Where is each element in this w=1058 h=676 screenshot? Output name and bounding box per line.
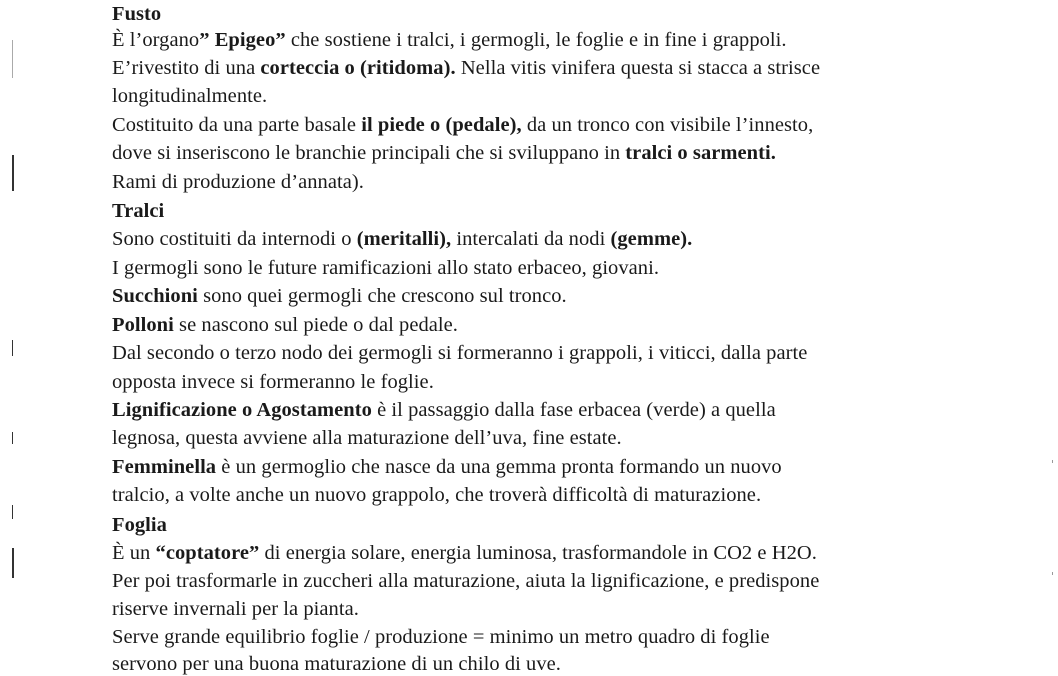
- bold-term: Femminella: [112, 456, 217, 478]
- text-run: se nascono sul piede o dal pedale.: [173, 314, 458, 336]
- text-run: intercalati da nodi: [451, 228, 611, 250]
- text-run: E’rivestito di una: [112, 57, 261, 79]
- text-run: Rami di produzione d’annata).: [112, 171, 364, 193]
- scan-artifact: [1052, 460, 1056, 462]
- text-run: longitudinalmente.: [112, 85, 268, 107]
- tralci-line-1: [112, 227, 692, 251]
- foglia-line-2: [112, 569, 819, 593]
- text-run: da un tronco con visibile l’innesto,: [521, 114, 814, 136]
- foglia-line-4: [112, 625, 770, 649]
- tralci-line-3: [112, 284, 567, 308]
- text-run: che sostiene i tralci, i germogli, le foglie e in fine i grappoli.: [285, 29, 787, 51]
- foglia-line-3: [112, 597, 359, 621]
- fusto-line-2: [112, 56, 820, 80]
- foglia-line-1: [112, 541, 817, 565]
- text-run: tralcio, a volte anche un nuovo grappolo, che troverà difficoltà di maturazione.: [112, 484, 762, 506]
- text-run: Serve grande equilibrio foglie / produzione = minimo un metro quadro di foglie: [112, 626, 770, 648]
- fusto-line-6: [112, 170, 364, 194]
- bold-term: Lignificazione o Agostamento: [112, 399, 372, 421]
- text-run: I germogli sono le future ramificazioni allo stato erbaceo, giovani.: [112, 257, 660, 279]
- text-run: È un: [112, 542, 156, 564]
- text-run: dove si inseriscono le branchie principali che si sviluppano in: [112, 142, 626, 164]
- text-run: di energia solare, energia luminosa, trasformandole in CO2 e H2O.: [259, 542, 817, 564]
- tralci-line-6: [112, 370, 434, 394]
- bold-term: ” Epigeo”: [199, 29, 286, 51]
- fusto-line-5: [112, 141, 776, 165]
- tralci-line-4: [112, 313, 458, 337]
- scan-artifact: [12, 548, 14, 578]
- text-run: Per poi trasformarle in zuccheri alla maturazione, aiuta la lignificazione, e predispone: [112, 570, 820, 592]
- heading-foglia: Foglia: [112, 514, 167, 536]
- text-run: Sono costituiti da internodi o: [112, 228, 357, 250]
- bold-term: (meritalli),: [356, 228, 452, 250]
- tralci-line-9: [112, 455, 782, 479]
- text-run: sono quei germogli che crescono sul tronco.: [197, 285, 567, 307]
- bold-term: Succhioni: [112, 285, 198, 307]
- text-run: è il passaggio dalla fase erbacea (verde) a quella: [371, 399, 776, 421]
- bold-term: tralci o sarmenti.: [625, 142, 776, 164]
- foglia-line-5: [112, 652, 561, 676]
- scan-artifact: [1052, 572, 1056, 574]
- tralci-line-2: [112, 256, 659, 280]
- fusto-line-3: [112, 84, 267, 108]
- text-run: Dal secondo o terzo nodo dei germogli si formeranno i grappoli, i viticci, dalla parte: [112, 342, 808, 364]
- bold-term: il piede o (pedale),: [361, 114, 522, 136]
- tralci-line-8: [112, 426, 622, 450]
- bold-term: Polloni: [112, 314, 174, 336]
- tralci-line-7: [112, 398, 776, 422]
- scan-artifact: [12, 505, 13, 519]
- text-run: è un germoglio che nasce da una gemma pronta formando un nuovo: [216, 456, 782, 478]
- heading-tralci: Tralci: [112, 200, 165, 222]
- tralci-line-10: [112, 483, 761, 507]
- bold-term: (gemme).: [610, 228, 693, 250]
- text-run: legnosa, questa avviene alla maturazione dell’uva, fine estate.: [112, 427, 622, 449]
- fusto-line-1: [112, 28, 787, 52]
- tralci-line-5: [112, 341, 807, 365]
- scan-artifact: [12, 40, 13, 78]
- text-run: servono per una buona maturazione di un chilo di uve.: [112, 653, 561, 675]
- bold-term: corteccia o (ritidoma).: [260, 57, 456, 79]
- scan-artifact: [12, 340, 13, 356]
- bold-term: “coptatore”: [155, 542, 260, 564]
- heading-fusto: Fusto: [112, 3, 162, 25]
- text-run: È l’organo: [112, 29, 200, 51]
- fusto-line-4: [112, 113, 813, 137]
- scan-artifact: [12, 432, 13, 444]
- text-run: opposta invece si formeranno le foglie.: [112, 371, 434, 393]
- text-run: Costituito da una parte basale: [112, 114, 362, 136]
- scan-artifact: [12, 155, 14, 191]
- text-run: riserve invernali per la pianta.: [112, 598, 359, 620]
- text-run: Nella vitis vinifera questa si stacca a strisce: [455, 57, 821, 79]
